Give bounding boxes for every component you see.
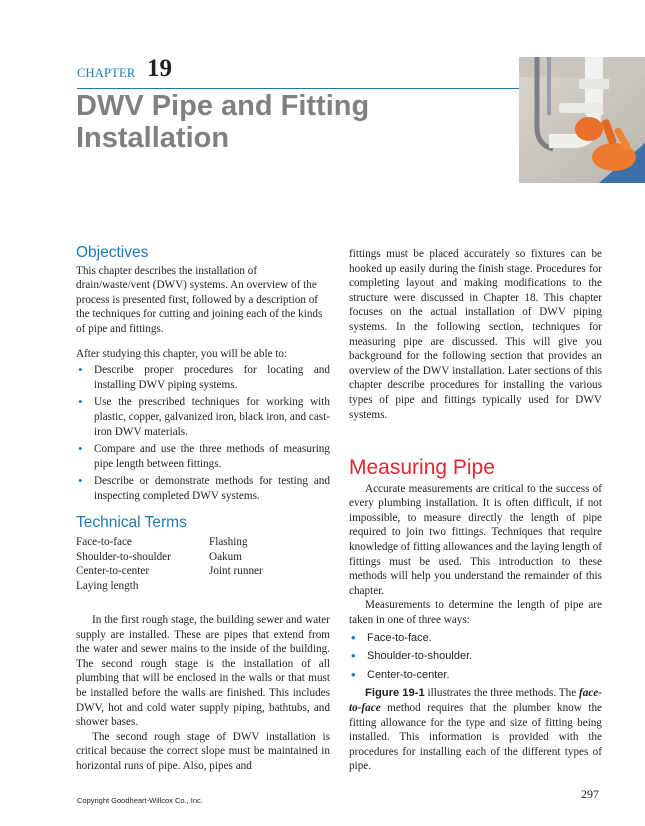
- term-emphasis: face-to-face: [349, 687, 602, 714]
- figure-reference[interactable]: Figure 19-1: [365, 687, 425, 700]
- objectives-lead: After studying this chapter, you will be able to:: [76, 347, 288, 360]
- term: Shoulder-to-shoulder: [76, 550, 171, 563]
- body-paragraph: In the first rough stage, the building sewer and water supply are installed. These are pipes that extend from the water and sewer mains to the inside of the building. The second rough stage is the installation of all plumbing that will be enclosed in the walls or that must be installed before the walls are finished. This includes DWV, hot and cold water supply piping, bathtubs, and shower bases.: [76, 614, 330, 729]
- objectives-list: [76, 363, 330, 503]
- objectives-intro: This chapter describes the installation of drain/waste/vent (DWV) systems. An overview of the process is presented first, followed by a description of the techniques for cutting and joining each of the kinds of pipe and fittings.: [76, 264, 323, 335]
- header-rule: [77, 88, 519, 89]
- chapter-label: CHAPTER: [77, 66, 136, 80]
- way-item: • Center-to-center.: [349, 668, 602, 683]
- body-paragraph: Measurements to determine the length of pipe are taken in one of three ways:: [349, 599, 602, 626]
- body-paragraph: Figure 19-1 illustrates the three methods. The face-to-face method requires that the plumber know the fitting allowance for the type and size of fitting being installed. This information is provided with the procedures for installing each of the different types of pipe.: [349, 687, 602, 773]
- technical-terms-section: [76, 514, 330, 593]
- way-item: • Shoulder-to-shoulder.: [349, 649, 602, 664]
- term: Flashing: [209, 536, 248, 548]
- term: Oakum: [209, 550, 242, 563]
- measuring-heading: Measuring Pipe: [349, 456, 495, 479]
- copyright-notice: Copyright Goodheart-Willcox Co., Inc.: [77, 796, 203, 805]
- body-left: [76, 613, 330, 774]
- term: Joint runner: [209, 565, 263, 578]
- chapter-number: 19: [147, 55, 172, 82]
- objectives-heading: Objectives: [76, 244, 149, 261]
- chapter-title: [76, 90, 516, 154]
- objective-item: • Compare and use the three methods of measuring pipe length between fittings.: [76, 442, 330, 471]
- term: Face-to-face: [76, 536, 132, 548]
- objective-item: • Describe proper procedures for locating and installing DWV piping systems.: [76, 363, 330, 392]
- technical-terms-heading: Technical Terms: [76, 514, 187, 531]
- objective-item: • Use the prescribed techniques for working with plastic, copper, galvanized iron, black iron, and cast-iron DWV materials.: [76, 395, 330, 439]
- objectives-section: [76, 246, 330, 507]
- body-paragraph: fittings must be placed accurately so fixtures can be hooked up easily during the finish stage. Procedures for completing layout and making modifications to the structure were discussed in Chapter 18. This chapter focuses on the actual installation of DWV piping systems. In the following section, techniques for measuring pipe are discussed. This will give you background for the following section that provides an overview of the DWV installation. Later sections of this chapter describe procedures for installing the various types of pipe and fittings typically used for DWV systems.: [349, 248, 602, 421]
- technical-terms-grid: [76, 535, 330, 593]
- term: Center-to-center: [76, 565, 150, 578]
- way-item: • Face-to-face.: [349, 631, 602, 646]
- body-paragraph: The second rough stage of DWV installation is critical because the correct slope must be maintained in horizontal runs of pipe. Also, pipes and: [76, 730, 330, 772]
- term: Laying length: [76, 579, 139, 592]
- chapter-photo: [519, 57, 645, 183]
- chapter-title-line-1: DWV Pipe and Fitting: [76, 90, 370, 122]
- ways-list: [349, 631, 602, 683]
- measuring-section: [349, 456, 602, 774]
- objective-item: • Describe or demonstrate methods for testing and inspecting completed DWV systems.: [76, 474, 330, 503]
- page-number: 297: [581, 787, 599, 801]
- chapter-title-line-2: Installation: [76, 122, 230, 154]
- body-paragraph: Accurate measurements are critical to the success of every plumbing installation. It is often difficult, if not impossible, to measure directly the length of pipe required to join two fittings. Techniques that require knowledge of fitting allowances and the laying length of fittings must be used. This introduction to these methods will help you understand the remainder of this chapter.: [349, 482, 602, 597]
- body-right: [349, 247, 602, 422]
